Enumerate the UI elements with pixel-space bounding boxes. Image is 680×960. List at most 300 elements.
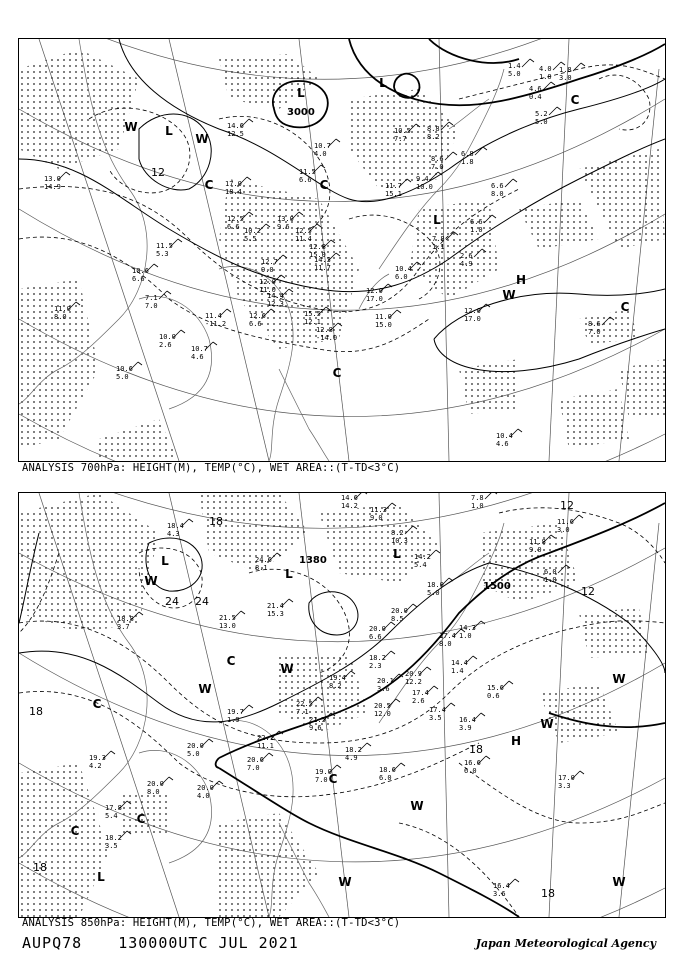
pressure-system-w: W [338,875,352,889]
wind-barb-flag [530,59,534,62]
station-temperature: 20.0 [147,780,164,788]
station-dewpoint-depression: 7.0 [588,328,601,336]
station-plot [427,578,453,597]
station-temperature: 8.2 [391,529,404,537]
station-dewpoint-depression: 12.0 [374,710,391,718]
pressure-system-l: L [393,547,401,561]
contour-label: 12 [560,499,574,512]
contour-label: 12 [151,166,165,179]
station-temperature: 17.0 [558,774,575,782]
wind-barb-flag [209,739,213,742]
station-temperature: 19.4 [329,674,346,682]
station-temperature: 12.5 [227,215,244,223]
contour-label: 18 [541,887,555,900]
station-dewpoint-depression: 1.0 [470,226,483,234]
station-plot [464,756,490,775]
station-dewpoint-depression: 4.6 [496,440,509,448]
station-plot [451,656,477,675]
pressure-system-c: C [332,366,342,380]
pressure-system-w: W [612,875,626,889]
station-temperature: 10.6 [116,365,133,373]
wind-barb-flag [434,686,438,689]
station-temperature: 10.7 [314,142,331,150]
pressure-system-w: W [410,799,424,813]
station-dewpoint-depression: 3.3 [558,782,571,790]
station-dewpoint-depression: 1.0 [471,502,484,510]
station-temperature: 14.2 [414,553,431,561]
wind-barb-flag [579,515,583,518]
wind-barb-flag [483,147,487,150]
wind-barb-flag [436,550,440,553]
station-temperature: 19.3 [89,754,106,762]
map-700hpa-svg [19,39,665,461]
station-temperature: 14.4 [451,659,468,667]
station-dewpoint-depression: 6.6 [227,223,240,231]
pressure-system-c: C [319,178,329,192]
pressure-system-l: L [285,567,293,581]
pressure-system-w: W [198,682,212,696]
station-dewpoint-depression: 4.2 [89,762,102,770]
valid-time: 130000UTC JUL 2021 [118,934,299,952]
station-temperature: 13.0 [277,215,294,223]
wind-barb-flag [581,63,585,66]
station-temperature: 20.5 [374,702,391,710]
station-dewpoint-depression: 3.5 [429,714,442,722]
station-plot [219,611,245,630]
station-dewpoint-depression: 5.0 [427,589,440,597]
station-temperature: 20.0 [369,625,386,633]
station-temperature: 10.5 [394,127,411,135]
station-plot [205,309,231,328]
station-plot [227,705,253,724]
wind-barb-flag [580,771,584,774]
station-temperature: 14.3 [314,256,331,264]
pressure-system-l: L [161,554,169,568]
station-temperature: 24.6 [255,556,272,564]
station-dewpoint-depression: 6.6 [369,633,382,641]
contour-label: 12 [581,585,595,598]
station-dewpoint-depression: 4.0 [197,792,210,800]
wind-barb-flag [413,604,417,607]
station-plot [116,362,142,381]
wind-barb-flag [249,119,253,122]
station-temperature: 11.0 [375,313,392,321]
wind-barb-flag [289,599,293,602]
station-dewpoint-depression: 18.4 [225,188,242,196]
station-dewpoint-depression: 3.0 [557,526,570,534]
caption-850hpa: ANALYSIS 850hPa: HEIGHT(M), TEMP(°C), WET AREA::(T-TD<3°C) [22,917,401,929]
station-temperature: 12.7 [261,258,278,266]
station-temperature: 20.1 [377,677,394,685]
wind-barb-flag [169,777,173,780]
station-dewpoint-depression: 5.0 [535,118,548,126]
station-dewpoint-depression: 4.9 [345,754,358,762]
station-dewpoint-depression: 11.4 [295,235,312,243]
station-dewpoint-depression: 8.0 [147,788,160,796]
station-dewpoint-depression: 15.3 [267,610,284,618]
wind-barb-flag [154,264,158,267]
station-temperature: 12.8 [316,326,333,334]
station-dewpoint-depression: 5.0 [116,373,129,381]
station-temperature: 4.6 [529,85,542,93]
station-temperature: 16.6 [464,759,481,767]
station-temperature: 21.4 [267,602,284,610]
station-temperature: 18.4 [167,522,184,530]
station-plot [414,550,440,569]
pressure-system-h: H [510,734,522,748]
wind-barb-flag [401,763,405,766]
pressure-system-c: C [328,772,338,786]
station-temperature: 6.0 [544,568,557,576]
wet-areas [19,493,649,917]
station-dewpoint-depression: 1.1 [432,243,445,251]
station-plot [487,681,513,700]
station-temperature: 17.4 [429,706,446,714]
station-dewpoint-depression: 5.4 [105,812,118,820]
station-dewpoint-depression: 3.0 [559,74,572,82]
station-temperature: 15.6 [487,684,504,692]
station-temperature: 15.5 [304,310,321,318]
station-temperature: 1.8 [559,66,572,74]
station-plot [132,264,158,283]
wind-barb-flag [391,651,395,654]
wind-barb [549,107,557,115]
station-plot [493,879,519,898]
station-dewpoint-depression: 2.3 [369,662,382,670]
station-dewpoint-depression: 6.0 [379,774,392,782]
station-temperature: 20.0 [391,607,408,615]
station-plot [429,703,455,722]
station-plot [145,291,171,310]
station-temperature: 12.8 [309,243,326,251]
station-dewpoint-depression: 15.1 [385,190,402,198]
pressure-system-l: L [97,870,105,884]
station-dewpoint-depression: 6.0 [395,273,408,281]
station-temperature: 6.8 [461,150,474,158]
wind-barb-flag [363,493,367,494]
station-temperature: 11.6 [557,518,574,526]
wind-barb-flag [451,703,455,706]
station-temperature: 2.6 [460,252,473,260]
station-plot [557,515,583,534]
station-dewpoint-depression: 6.6 [132,275,145,283]
station-dewpoint-depression: 2.6 [159,341,172,349]
station-dewpoint-depression: 1.9 [227,716,240,724]
station-temperature: 19.0 [315,768,332,776]
station-plot [341,493,367,510]
station-plot [558,771,584,790]
contour-value-labels [151,166,165,179]
station-plot [345,743,371,762]
station-temperature: 20.9 [405,670,422,678]
wind-barb-flag [66,172,70,175]
station-plot [496,429,522,448]
station-plot [191,342,217,361]
station-temperature: 18.2 [369,654,386,662]
station-temperature: 11.0 [54,305,71,313]
station-temperature: 18.2 [105,834,122,842]
station-temperature: 10.0 [159,333,176,341]
height-label: 1380 [299,555,327,566]
wind-barb-flag [336,139,340,142]
wind-barb-flag [227,309,231,312]
height-value-labels [287,107,315,118]
station-dewpoint-depression: 12.3 [267,300,284,308]
station-dewpoint-depression: 13.0 [219,622,236,630]
station-dewpoint-depression: 10.0 [416,183,433,191]
station-temperature: 18.8 [117,615,134,623]
wind-barb-flag [396,699,400,702]
station-plot [247,753,273,772]
wind-barb-flag [269,753,273,756]
map-panel-700hpa [18,38,666,462]
pressure-system-w: W [124,120,138,134]
station-dewpoint-depression: 6.6 [249,320,262,328]
pressure-system-w: W [612,672,626,686]
height-label: 3000 [287,107,315,118]
station-plot [374,699,400,718]
station-plot [412,686,438,705]
wind-barb-flag [473,656,477,659]
station-dewpoint-depression: 15.0 [309,251,326,259]
station-dewpoint-depression: 1.0 [459,632,472,640]
station-temperature: 21.5 [309,716,326,724]
wind-barb-flag [513,179,517,182]
pressure-system-w: W [280,662,294,676]
station-temperature: 12.5 [295,227,312,235]
station-dewpoint-depression: 1.0 [544,576,557,584]
station-temperature: 19.7 [227,708,244,716]
wind-barb-flag [241,611,245,614]
station-dewpoint-depression: 14.9 [44,183,61,191]
station-dewpoint-depression: 12.5 [227,130,244,138]
station-temperature: 17.0 [225,180,242,188]
station-temperature: 1.4 [508,62,521,70]
pressure-system-c: C [204,178,214,192]
wind-barb-flag [557,107,561,110]
station-dewpoint-depression: 11.0 [259,286,276,294]
pressure-system-c: C [620,300,630,314]
contour-label: 18 [469,743,483,756]
wind-barb-flag [397,310,401,313]
station-plot [391,604,417,623]
pressure-system-c: C [136,812,146,826]
station-temperature: 12.0 [259,278,276,286]
station-temperature: 14.6 [227,122,244,130]
station-dewpoint-depression: 11.7 [314,264,331,272]
station-plot [89,751,115,770]
station-dewpoint-depression: 4.3 [167,530,180,538]
station-dewpoint-depression: 4.0 [314,150,327,158]
station-plot [156,239,182,258]
station-dewpoint-depression: 5.0 [508,70,521,78]
station-temperature: 14.4 [267,292,284,300]
station-dewpoint-depression: 7.0 [145,302,158,310]
contour-label: 24 [165,595,179,608]
station-temperature: 8.6 [431,155,444,163]
wind-barb-flag [493,493,497,494]
station-temperature: 6.6 [470,218,483,226]
station-dewpoint-depression: 7.1 [296,708,309,716]
wind-barb-flag [247,177,251,180]
station-temperature: 11.8 [529,538,546,546]
wind-barb-flag [509,681,513,684]
station-plot [491,179,517,198]
station-plot [461,147,487,166]
station-temperature: 8.6 [588,320,601,328]
station-dewpoint-depression: 8.2 [329,682,342,690]
wind-barb-flag [111,751,115,754]
station-temperature: 11.5 [156,242,173,250]
station-temperature: 12.0 [464,307,481,315]
wind-barb-flag [515,879,519,882]
station-temperature: 11.3 [370,506,387,514]
map-850hpa-svg [19,493,665,917]
wind-barb-flag [561,62,565,65]
pressure-system-l: L [165,124,173,138]
station-temperature: 20.0 [187,742,204,750]
station-plot [379,763,405,782]
station-plot [227,119,253,138]
station-temperature: 6.6 [491,182,504,190]
station-dewpoint-depression: 6.0 [464,767,477,775]
station-temperature: 11.7 [385,182,402,190]
station-temperature: 12.0 [366,287,383,295]
station-temperature: 10.6 [132,267,149,275]
product-code: AUPQ78 [22,934,83,952]
station-temperature: 4.0 [539,65,552,73]
wind-barb-flag [189,519,193,522]
station-temperature: 9.4 [416,175,429,183]
station-dewpoint-depression: -14.0 [316,334,338,342]
station-temperature: 10.2 [244,227,261,235]
wind-barb-flag [492,215,496,218]
station-temperature: 10.7 [191,345,208,353]
pressure-system-l: L [379,76,387,90]
map-panel-850hpa [18,492,666,918]
station-temperature: 12.6 [249,312,266,320]
station-temperature: 7.8 [432,235,445,243]
pressure-system-w: W [502,288,516,302]
station-plot [44,172,70,191]
station-plot [267,599,293,618]
wind-barb-flag [138,362,142,365]
pressure-system-c: C [226,654,236,668]
station-temperature: 17.8 [105,804,122,812]
contour-label: 18 [33,861,47,874]
station-dewpoint-depression: 9.6 [277,223,290,231]
station-temperature: 5.2 [535,110,548,118]
station-dewpoint-depression: 1.4 [451,667,464,675]
station-plot [508,59,534,78]
station-plot [535,107,561,126]
wind-barb-flag [219,781,223,784]
station-dewpoint-depression: 0.6 [487,692,500,700]
station-temperature: 14.3 [459,624,476,632]
station-dewpoint-depression: 8.0 [54,313,67,321]
station-plot [314,139,340,158]
station-dewpoint-depression: 7.7 [394,135,407,143]
wind-barb-flag [453,152,457,155]
station-dewpoint-depression: 5.4 [414,561,427,569]
station-plot [375,310,401,329]
station-dewpoint-depression: 6.6 [299,176,312,184]
wind-barb-flag [486,756,490,759]
station-temperature: 13.0 [44,175,61,183]
station-temperature: 7.8 [471,494,484,502]
pressure-system-c: C [570,93,580,107]
station-dewpoint-depression: 12.1 [304,318,321,326]
wind-barb [485,493,493,499]
station-dewpoint-depression: 9.0 [529,546,542,554]
station-dewpoint-depression: 7.0 [247,764,260,772]
station-temperature: 16.4 [493,882,510,890]
station-dewpoint-depression: 8.1 [255,564,268,572]
station-dewpoint-depression: 9.6 [309,724,322,732]
wind-barb-flag [449,578,453,581]
station-dewpoint-depression: 5.3 [156,250,169,258]
station-dewpoint-depression: 11.1 [257,742,274,750]
station-temperature: 7.1 [145,294,158,302]
station-dewpoint-depression: 14.2 [341,502,358,510]
station-dewpoint-depression: 9.0 [261,266,274,274]
wind-barb-flag [213,342,217,345]
station-dewpoint-depression: 15.0 [375,321,392,329]
station-dewpoint-depression: 2.6 [412,697,425,705]
station-plot [167,519,193,538]
pressure-system-w: W [144,574,158,588]
station-dewpoint-depression: 5.5 [244,235,257,243]
station-temperature: 18.2 [345,746,362,754]
station-dewpoint-depression: 17.0 [366,295,383,303]
station-temperature: 10.4 [496,432,513,440]
station-dewpoint-depression: 5.0 [187,750,200,758]
station-dewpoint-depression: 3.5 [105,842,118,850]
station-plot [464,304,490,323]
station-dewpoint-depression: 7.0 [315,776,328,784]
wind-barb-flag [518,429,522,432]
station-temperature: 22.5 [296,700,313,708]
station-dewpoint-depression: 1.0 [539,73,552,81]
station-dewpoint-depression: 3.6 [377,685,390,693]
height-label: 1500 [483,581,511,592]
wind-barb-flag [481,713,485,716]
pressure-system-l: L [433,213,441,227]
station-temperature: 14.6 [341,494,358,502]
station-temperature: 21.5 [219,614,236,622]
station-plot [369,651,395,670]
station-dewpoint-depression: 7.0 [431,163,444,171]
wind-barb-flag [249,705,253,708]
station-temperature: 20.0 [197,784,214,792]
wind-barb-flag [178,239,182,242]
station-dewpoint-depression: 12.2 [405,678,422,686]
caption-700hpa: ANALYSIS 700hPa: HEIGHT(M), TEMP(°C), WET AREA::(T-TD<3°C) [22,462,401,474]
station-temperature: 18.6 [379,766,396,774]
station-temperature: 17.4 [439,632,456,640]
station-plot [105,831,131,850]
station-temperature: 8.8 [427,125,440,133]
contour-label: 18 [29,705,43,718]
station-dewpoint-depression: 8.0 [491,190,504,198]
wind-barb-flag [551,82,555,85]
station-dewpoint-depression: 3.7 [117,623,130,631]
station-dewpoint-depression: 8.5 [391,615,404,623]
station-dewpoint-depression: 17.0 [464,315,481,323]
station-temperature: 20.6 [247,756,264,764]
wind-barb [505,179,513,187]
chart-identifier [22,934,325,952]
